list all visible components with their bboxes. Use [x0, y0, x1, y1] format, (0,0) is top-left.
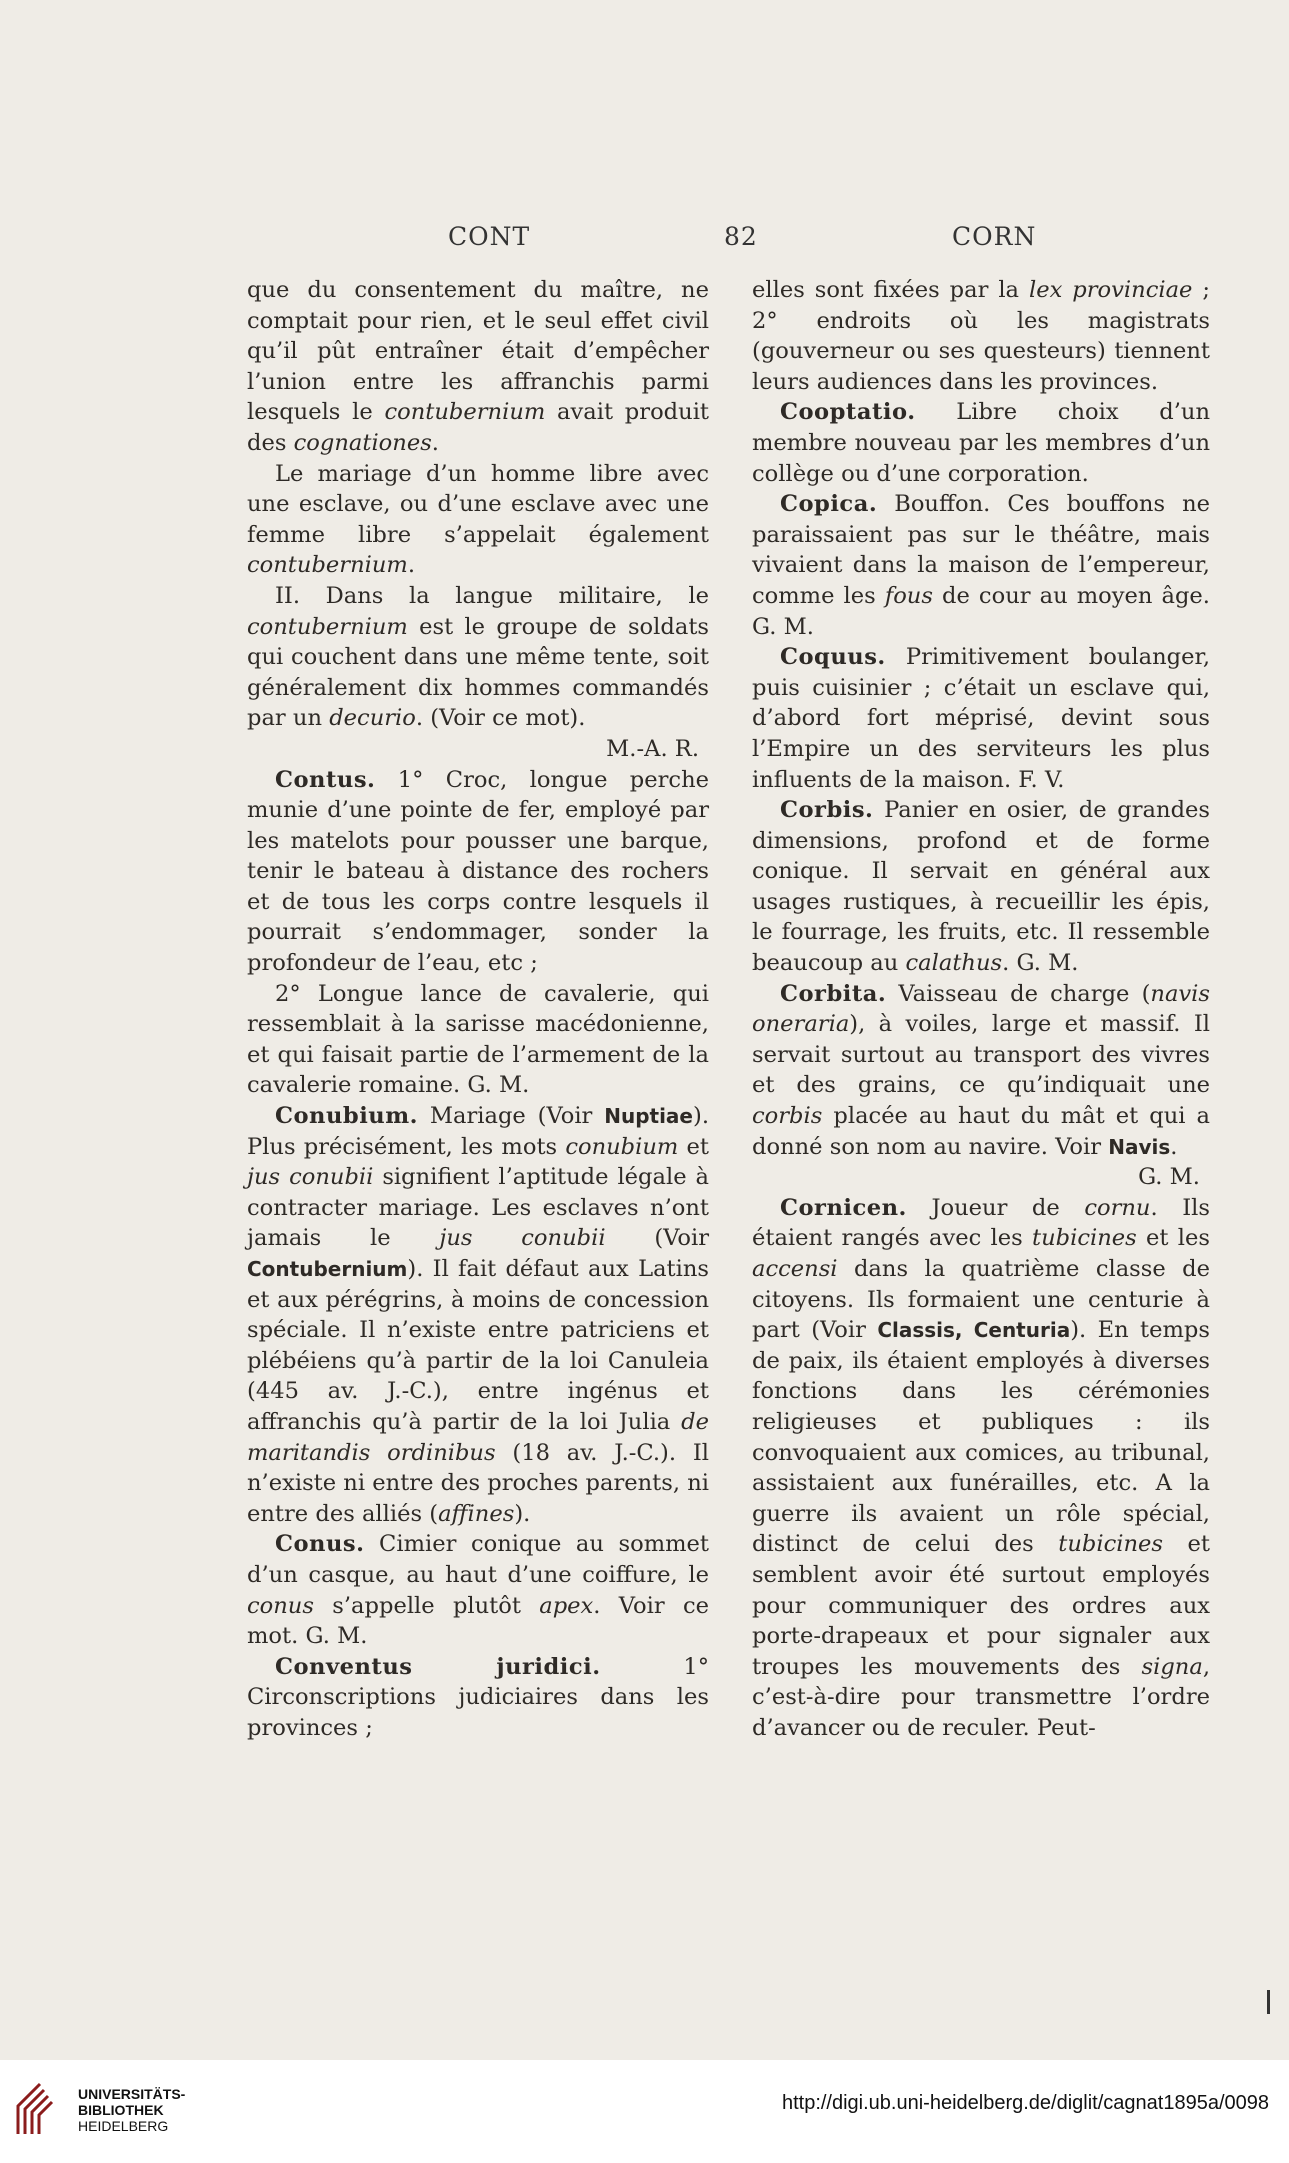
italic-term: navis oneraria: [752, 980, 1210, 1038]
text-run: Joueur de: [906, 1194, 1085, 1221]
text-run: 1° Circonscriptions judiciaires dans les provinces ;: [247, 1653, 709, 1741]
text-run: (Voir: [605, 1225, 710, 1252]
text-run: ).: [514, 1500, 531, 1527]
paragraph: [247, 459, 709, 581]
margin-mark: [1267, 1990, 1270, 2014]
italic-term: cognationes: [293, 429, 432, 456]
logo-line-2: BIBLIOTHEK: [78, 2102, 164, 2118]
paragraph: [247, 765, 709, 979]
entry-headword: Conubium.: [275, 1103, 418, 1130]
text-run: que du consentement du maître, ne comptait pour rien, et le seul effet civil qu’il pût entraîner était d’empêcher l’union entre les affranchis parmi lesquels le: [247, 277, 709, 426]
author-signature: [247, 734, 709, 765]
text-run: . Ils étaient rangés avec les: [752, 1194, 1210, 1252]
paragraph: [752, 489, 1210, 642]
italic-term: contubernium: [247, 613, 408, 640]
entry-headword: Contus.: [275, 766, 376, 793]
italic-term: contubernium: [384, 399, 546, 426]
italic-term: corbis: [752, 1103, 823, 1130]
text-run: (18 av. J.-C.). Il n’existe ni entre des proches parents, ni entre des alliés (: [247, 1439, 710, 1527]
entry-headword: Cooptatio.: [780, 399, 916, 426]
text-run: 2° Longue lance de cavalerie, qui ressemblait à la sarisse macédonienne, et qui faisait partie de l’armement de la cavalerie romaine. G. M.: [247, 980, 709, 1099]
italic-term: accensi: [752, 1256, 838, 1282]
italic-term: lex provinciae: [1029, 277, 1193, 303]
cross-reference: Contubernium: [247, 1257, 408, 1281]
entry-headword: Cornicen.: [780, 1194, 907, 1221]
paragraph: [247, 1652, 709, 1744]
page-number: 82: [724, 222, 758, 251]
text-run: et semblent avoir été surtout employés pour communiquer des ordres aux porte-drapeaux et pour signaler aux troupes les mouvements des: [752, 1531, 1210, 1680]
entry-headword: Corbis.: [780, 797, 874, 824]
text-run: de cour au moyen âge. G. M.: [752, 582, 1210, 640]
logo-line-1: UNIVERSITÄTS-: [78, 2086, 186, 2102]
paragraph: [752, 397, 1210, 489]
text-run: elles sont fixées par la: [752, 277, 1029, 303]
paragraph: [752, 275, 1210, 397]
author-signature: [752, 1162, 1210, 1193]
entry-headword: Corbita.: [780, 980, 887, 1007]
italic-term: conubium: [565, 1133, 679, 1160]
paragraph: [752, 795, 1210, 979]
italic-term: fous: [884, 582, 933, 609]
entry-headword: Conus.: [275, 1531, 365, 1558]
entry-headword: Conventus juridici.: [275, 1653, 601, 1680]
text-run: ; 2° endroits où les magistrats (gouverneur ou ses questeurs) tiennent leurs audiences dans les provinces.: [752, 277, 1211, 395]
paragraph: [247, 979, 709, 1101]
paragraph: [752, 1193, 1210, 1744]
text-run: dans la quatrième classe de citoyens. Ils formaient une centurie à part (Voir: [752, 1256, 1210, 1344]
paragraph: [247, 275, 709, 459]
entry-headword: Coquus.: [780, 644, 886, 671]
cross-reference: Navis: [1108, 1134, 1171, 1159]
text-run: .: [1170, 1133, 1178, 1160]
text-run: Cimier conique au sommet d’un casque, au haut d’une coiffure, le: [247, 1531, 709, 1588]
entry-headword: Copica.: [780, 491, 878, 518]
logo-line-3: HEIDELBERG: [78, 2118, 169, 2134]
text-run: 1° Croc, longue perche munie d’une pointe de fer, employé par les matelots pour pousser une barque, tenir le bateau à distance des rochers et de tous les corps contre lesquels il pourrait s’endommager, sonder la profondeur de l’eau, etc ;: [247, 766, 709, 977]
italic-term: jus conubii: [247, 1164, 374, 1191]
text-run: signifient l’aptitude légale à contracter mariage. Les esclaves n’ont jamais le: [247, 1164, 709, 1252]
text-run: .: [431, 429, 439, 456]
italic-term: tubicines: [1032, 1225, 1137, 1252]
italic-term: affines: [438, 1500, 515, 1527]
paragraph: [247, 1529, 709, 1651]
left-text-column: [247, 275, 709, 1744]
italic-term: apex: [539, 1592, 594, 1619]
text-run: . Voir ce mot. G. M.: [247, 1592, 709, 1650]
italic-term: cornu: [1084, 1194, 1151, 1221]
text-run: ). En temps de paix, ils étaient employés à diverses fonctions dans les cérémonies religieuses et publiques : ils convoquaient aux comices, au tribunal, assistaient aux funérailles, etc. A la guerre ils avaient un rôle spécial, distinct de celui des: [752, 1317, 1210, 1558]
cross-reference: Classis, Centuria: [877, 1318, 1071, 1343]
right-text-column: [752, 275, 1210, 1744]
paragraph: [247, 581, 709, 734]
text-run: Le mariage d’un homme libre avec une esclave, ou d’une esclave avec une femme libre s’appelait également: [247, 460, 709, 548]
text-run: . G. M.: [1002, 950, 1079, 977]
text-run: Mariage (Voir: [418, 1103, 605, 1130]
text-run: s’appelle plutôt: [313, 1592, 540, 1619]
italic-term: de maritandis ordinibus: [247, 1408, 709, 1466]
text-run: et les: [1136, 1225, 1211, 1252]
italic-term: signa: [1141, 1653, 1203, 1680]
paragraph: [752, 642, 1210, 795]
text-run: Libre choix d’un membre nouveau par les membres d’un collège ou d’une corporation.: [752, 399, 1210, 487]
italic-term: jus conubii: [439, 1225, 606, 1252]
text-run: Vaisseau de charge (: [886, 980, 1151, 1007]
text-run: ). Il fait défaut aux Latins et aux pérégrins, à moins de concession spéciale. Il n’existe entre patriciens et plébéiens qu’à partir de la loi Canuleia (445 av. J.-C.), entre ingénus et affranchis qu’à partir de la loi Julia: [247, 1256, 709, 1435]
text-run: et: [678, 1133, 709, 1160]
paragraph: [752, 979, 1210, 1163]
text-run: Panier en osier, de grandes dimensions, profond et de forme conique. Il servait en général aux usages rustiques, à recueillir les épis, le fourrage, les fruits, etc. Il ressemble beaucoup au: [752, 797, 1210, 977]
text-run: . (Voir ce mot).: [415, 705, 586, 732]
header-left-word: CONT: [448, 222, 531, 251]
text-run: , c’est-à-dire pour transmettre l’ordre d’avancer ou de reculer. Peut-: [752, 1653, 1210, 1741]
text-run: II. Dans la langue militaire, le: [275, 582, 709, 609]
source-url[interactable]: http://digi.ub.uni-heidelberg.de/diglit/cagnat1895a/0098: [781, 2092, 1269, 2114]
text-run: Bouffon. Ces bouffons ne paraissaient pas sur le théâtre, mais vivaient dans la maison de l’empereur, comme les: [752, 491, 1210, 609]
text-run: Primitivement boulanger, puis cuisinier ; c’était un esclave qui, d’abord fort méprisé, devint sous l’Empire un des serviteurs les plus influents de la maison. F. V.: [752, 644, 1210, 793]
paragraph: [247, 1101, 709, 1529]
header-right-word: CORN: [952, 222, 1037, 251]
text-run: avait produit des: [247, 399, 709, 456]
text-run: M.-A. R.: [606, 735, 699, 762]
text-run: G. M.: [1138, 1164, 1200, 1191]
text-run: placée au haut du mât et qui a donné son nom au navire. Voir: [752, 1103, 1210, 1160]
text-run: ). Plus précisément, les mots: [247, 1103, 709, 1160]
library-logo-icon: [14, 2080, 64, 2138]
italic-term: decurio: [329, 705, 416, 732]
text-run: ), à voiles, large et massif. Il servait surtout au transport des vivres et des grains, ce qu’indiquait une: [752, 1011, 1210, 1099]
italic-term: conus: [247, 1592, 314, 1619]
text-run: .: [407, 552, 416, 579]
italic-term: contubernium: [247, 552, 408, 579]
italic-term: calathus: [905, 950, 1003, 977]
italic-term: tubicines: [1058, 1531, 1163, 1558]
cross-reference: Nuptiae: [604, 1104, 693, 1129]
text-run: est le groupe de soldats qui couchent dans une même tente, soit généralement dix hommes commandés par un: [247, 613, 709, 732]
library-logo-text: [78, 2086, 185, 2134]
running-header: [0, 222, 1289, 262]
